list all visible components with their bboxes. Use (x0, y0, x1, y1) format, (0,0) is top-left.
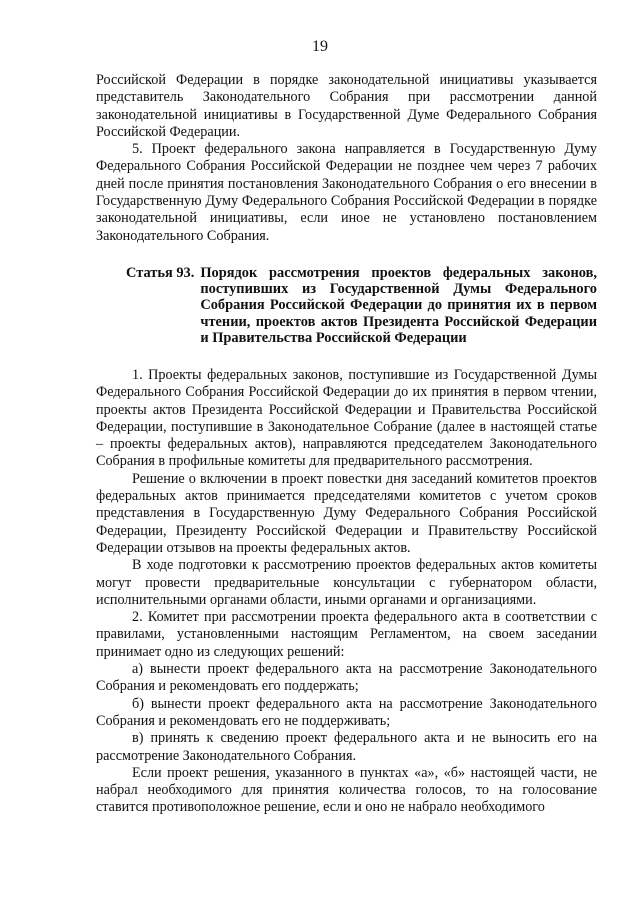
page-number: 19 (312, 38, 328, 55)
paragraph: 5. Проект федерального закона направляется в Государственную Думу Федерального Собрания Российской Федерации не позднее чем через 7 рабочих дней после принятия постановления Законодательного Собрания о его внесении в Государственную Думу Федерального Собрания Российской Федерации в порядке законодательной инициативы, если иное не установлено постановлением Законодательного Собрания. (96, 141, 597, 244)
paragraph: Решение о включении в проект повестки дня заседаний комитетов проектов федеральных актов принимается председателями комитетов с учетом сроков представления в Государственную Думу Федерального Собрания Российской Федерации, Президенту Российской Федерации и Правительству Российской Федерации отзывов на проекты федеральных актов. (96, 470, 597, 556)
paragraph: Российской Федерации в порядке законодательной инициативы указывается представитель Законодательного Собрания при рассмотрении данной законодательной инициативы в Государственной Думе Федерального Собрания Российской Федерации. (96, 72, 597, 140)
article-number: Статья 93. (126, 264, 195, 281)
list-item: а) вынести проект федерального акта на рассмотрение Законодательного Собрания и рекомендовать его поддержать; (96, 661, 597, 695)
list-item: в) принять к сведению проект федерального акта и не выносить его на рассмотрение Законодательного Собрания. (96, 730, 597, 764)
paragraph: В ходе подготовки к рассмотрению проектов федеральных актов комитеты могут провести предварительные консультации с губернатором области, исполнительными органами области, иными органами и организациями. (96, 557, 597, 608)
list-item: б) вынести проект федерального акта на рассмотрение Законодательного Собрания и рекомендовать его не поддерживать; (96, 695, 597, 729)
article-title: Порядок рассмотрения проектов федеральных законов, поступивших из Государственной Думы Федерального Собрания Российской Федерации до принятия их в первом чтении, проектов актов Президента Российской Федерации и Правительства Российской Федерации (200, 264, 597, 346)
document-body (96, 72, 597, 817)
article-heading (96, 265, 597, 346)
paragraph: 2. Комитет при рассмотрении проекта федерального акта в соответствии с правилами, установленными настоящим Регламентом, на своем заседании принимает одно из следующих решений: (96, 609, 597, 660)
paragraph: Если проект решения, указанного в пунктах «а», «б» настоящей части, не набрал необходимого для принятия количества голосов, то на голосование ставится противоположное решение, если и оно не набрало необходимого (96, 764, 597, 816)
paragraph: 1. Проекты федеральных законов, поступившие из Государственной Думы Федерального Собрания Российской Федерации до их принятия в первом чтении, проекты актов Президента Российской Федерации и Правительства Российской Федерации, поступившие в Законодательное Собрание (далее в настоящей статье – проекты федеральных актов), направляются председателем Законодательного Собрания в профильные комитеты для предварительного рассмотрения. (96, 366, 597, 470)
